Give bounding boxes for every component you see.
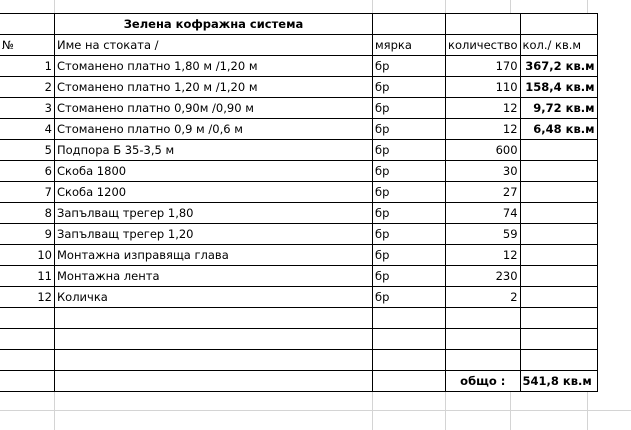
item-unit[interactable]: бр <box>373 140 446 161</box>
header-area[interactable]: кол./ кв.м <box>520 35 597 56</box>
cell[interactable] <box>520 329 597 350</box>
row-number[interactable]: 9 <box>0 224 55 245</box>
item-unit[interactable]: бр <box>373 287 446 308</box>
item-qty[interactable]: 12 <box>446 119 521 140</box>
item-area[interactable] <box>520 140 597 161</box>
table-title[interactable]: Зелена кофражна система <box>55 14 373 35</box>
item-qty[interactable]: 59 <box>446 224 521 245</box>
item-area[interactable] <box>520 203 597 224</box>
cell[interactable] <box>373 350 446 371</box>
item-qty[interactable]: 170 <box>446 56 521 77</box>
cell[interactable] <box>446 329 521 350</box>
item-unit[interactable]: бр <box>373 77 446 98</box>
item-qty[interactable]: 2 <box>446 287 521 308</box>
row-number[interactable]: 3 <box>0 98 55 119</box>
cell[interactable] <box>373 371 446 392</box>
item-name[interactable]: Монтажна лента <box>55 266 373 287</box>
item-unit[interactable]: бр <box>373 56 446 77</box>
item-name[interactable]: Стоманено платно 1,20 м /1,20 м <box>55 77 373 98</box>
row-number[interactable]: 5 <box>0 140 55 161</box>
item-area[interactable] <box>520 287 597 308</box>
cell[interactable] <box>520 350 597 371</box>
item-qty[interactable]: 230 <box>446 266 521 287</box>
table-row <box>0 77 597 98</box>
item-unit[interactable]: бр <box>373 203 446 224</box>
item-name[interactable]: Стоманено платно 0,9 м /0,6 м <box>55 119 373 140</box>
cell[interactable] <box>520 14 597 35</box>
row-number[interactable]: 10 <box>0 245 55 266</box>
item-area[interactable]: 6,48 кв.м <box>520 119 597 140</box>
item-area[interactable]: 158,4 кв.м <box>520 77 597 98</box>
item-name[interactable]: Запълващ трегер 1,20 <box>55 224 373 245</box>
cell[interactable] <box>446 350 521 371</box>
cell[interactable] <box>520 308 597 329</box>
empty-row <box>0 308 597 329</box>
cell[interactable] <box>446 14 521 35</box>
empty-row <box>0 350 597 371</box>
total-label[interactable]: общо : <box>446 371 521 392</box>
table-row <box>0 224 597 245</box>
row-number[interactable]: 11 <box>0 266 55 287</box>
item-unit[interactable]: бр <box>373 161 446 182</box>
table-row <box>0 98 597 119</box>
cell[interactable] <box>0 14 55 35</box>
item-unit[interactable]: бр <box>373 119 446 140</box>
cell[interactable] <box>55 350 373 371</box>
cell[interactable] <box>373 308 446 329</box>
item-unit[interactable]: бр <box>373 245 446 266</box>
item-unit[interactable]: бр <box>373 182 446 203</box>
row-number[interactable]: 1 <box>0 56 55 77</box>
table-row <box>0 56 597 77</box>
cell[interactable] <box>373 14 446 35</box>
item-area[interactable] <box>520 161 597 182</box>
item-qty[interactable]: 110 <box>446 77 521 98</box>
item-qty[interactable]: 12 <box>446 245 521 266</box>
item-area[interactable]: 367,2 кв.м <box>520 56 597 77</box>
total-value[interactable]: 541,8 кв.м <box>520 371 597 392</box>
header-qty[interactable]: количество <box>446 35 521 56</box>
row-number[interactable]: 8 <box>0 203 55 224</box>
header-num[interactable]: № <box>0 35 55 56</box>
item-qty[interactable]: 12 <box>446 98 521 119</box>
table-row <box>0 245 597 266</box>
cell[interactable] <box>373 329 446 350</box>
item-name[interactable]: Скоба 1800 <box>55 161 373 182</box>
item-name[interactable]: Монтажна изправяща глава <box>55 245 373 266</box>
table-row <box>0 140 597 161</box>
cell[interactable] <box>0 308 55 329</box>
item-qty[interactable]: 600 <box>446 140 521 161</box>
title-row <box>0 14 597 35</box>
empty-row <box>0 329 597 350</box>
row-number[interactable]: 6 <box>0 161 55 182</box>
table-row <box>0 182 597 203</box>
materials-table <box>0 13 598 392</box>
item-name[interactable]: Количка <box>55 287 373 308</box>
item-name[interactable]: Стоманено платно 1,80 м /1,20 м <box>55 56 373 77</box>
table-row <box>0 266 597 287</box>
item-name[interactable]: Подпора Б 35-3,5 м <box>55 140 373 161</box>
table-row <box>0 203 597 224</box>
table-row <box>0 119 597 140</box>
header-unit[interactable]: мярка <box>373 35 446 56</box>
cell[interactable] <box>55 371 373 392</box>
item-area[interactable] <box>520 266 597 287</box>
item-qty[interactable]: 27 <box>446 182 521 203</box>
item-area[interactable] <box>520 182 597 203</box>
item-qty[interactable]: 74 <box>446 203 521 224</box>
row-number[interactable]: 7 <box>0 182 55 203</box>
row-number[interactable]: 12 <box>0 287 55 308</box>
item-unit[interactable]: бр <box>373 224 446 245</box>
item-unit[interactable]: бр <box>373 98 446 119</box>
item-area[interactable] <box>520 224 597 245</box>
row-number[interactable]: 4 <box>0 119 55 140</box>
cell[interactable] <box>55 308 373 329</box>
item-unit[interactable]: бр <box>373 266 446 287</box>
item-qty[interactable]: 30 <box>446 161 521 182</box>
table-row <box>0 287 597 308</box>
item-name[interactable]: Запълващ трегер 1,80 <box>55 203 373 224</box>
row-number[interactable]: 2 <box>0 77 55 98</box>
cell[interactable] <box>0 350 55 371</box>
item-area[interactable] <box>520 245 597 266</box>
header-name[interactable]: Име на стоката / <box>55 35 373 56</box>
cell[interactable] <box>446 308 521 329</box>
cell[interactable] <box>0 371 55 392</box>
item-area[interactable]: 9,72 кв.м <box>520 98 597 119</box>
item-name[interactable]: Стоманено платно 0,90м /0,90 м <box>55 98 373 119</box>
item-name[interactable]: Скоба 1200 <box>55 182 373 203</box>
table-row <box>0 161 597 182</box>
cell[interactable] <box>55 329 373 350</box>
header-row <box>0 35 597 56</box>
cell[interactable] <box>0 329 55 350</box>
total-row <box>0 371 597 392</box>
gridline <box>0 410 631 411</box>
